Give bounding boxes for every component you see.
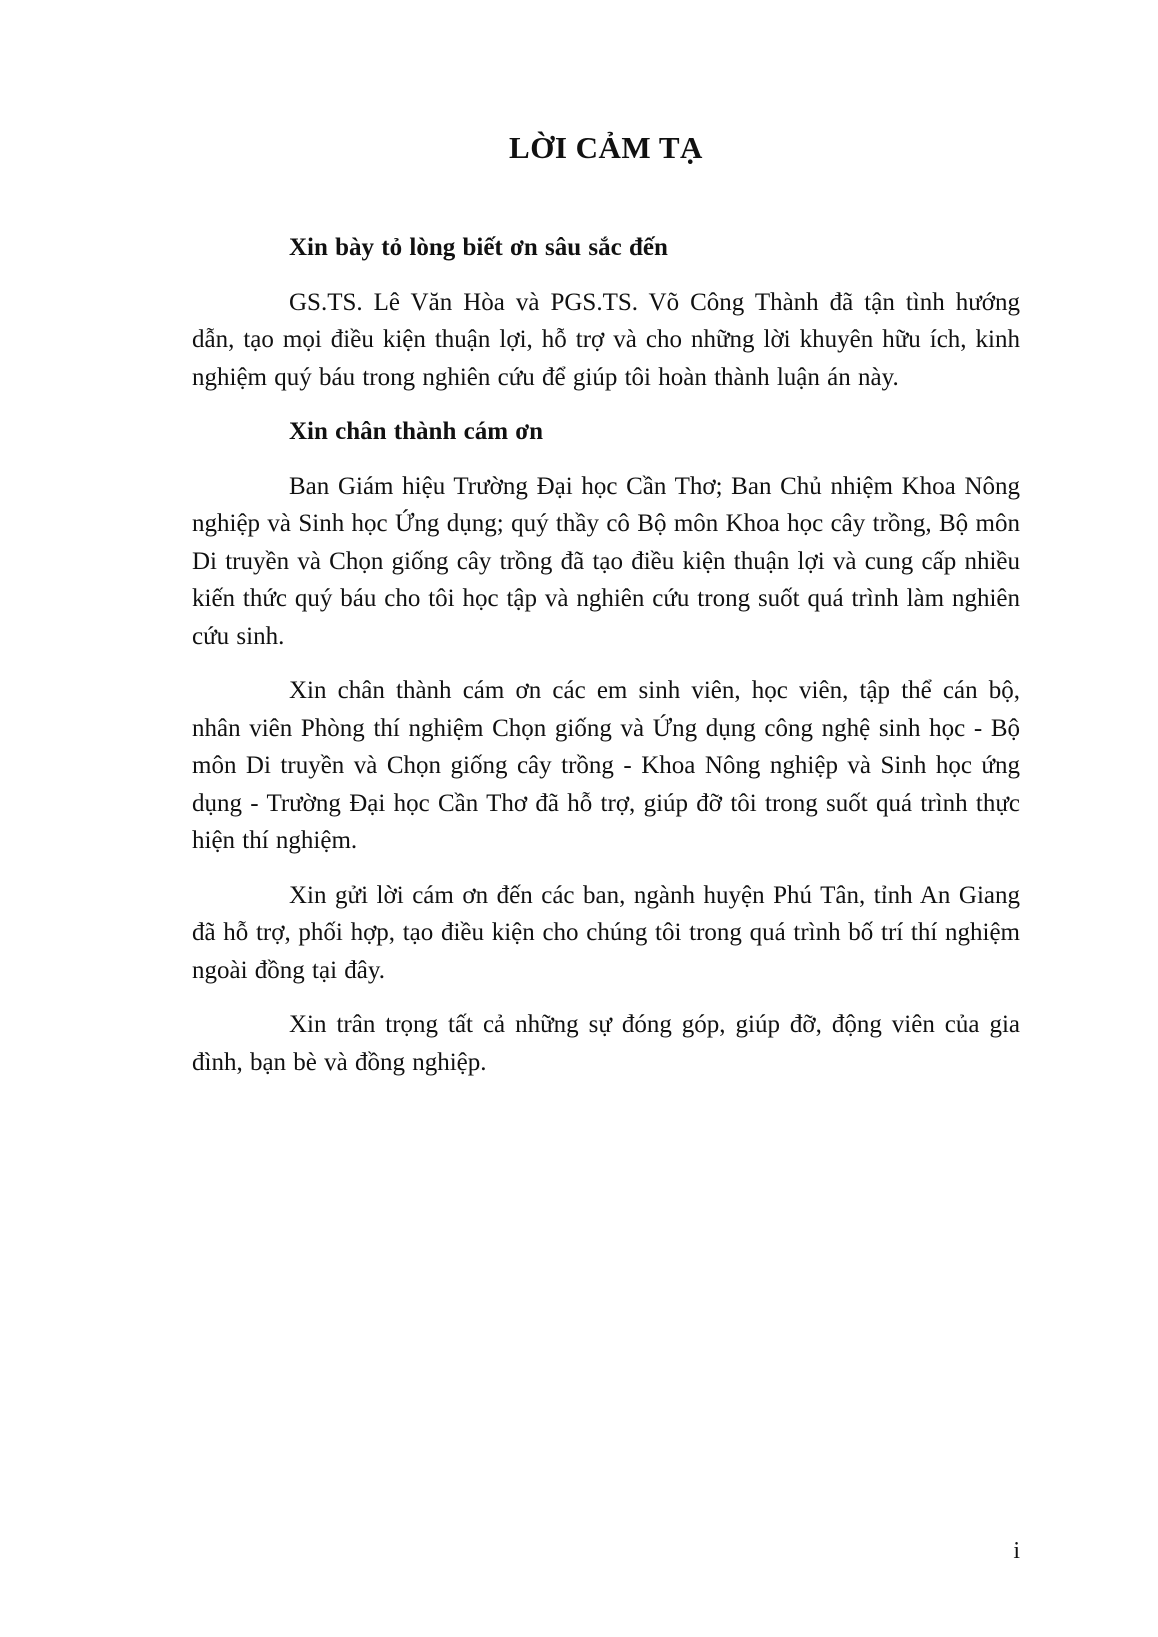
paragraph: GS.TS. Lê Văn Hòa và PGS.TS. Võ Công Thành đã tận tình hướng dẫn, tạo mọi điều kiện thuận lợi, hỗ trợ và cho những lời khuyên hữu ích, kinh nghiệm quý báu trong nghiên cứu để giúp tôi hoàn thành luận án này. bbox=[192, 288, 1020, 391]
paragraph: Xin chân thành cám ơn bbox=[289, 418, 544, 445]
paragraph: Xin trân trọng tất cả những sự đóng góp, giúp đỡ, động viên của gia đình, bạn bè và đồng nghiệp. bbox=[192, 1011, 1020, 1076]
page-title: LỜI CẢM TẠ bbox=[509, 130, 703, 165]
paragraph: Xin chân thành cám ơn các em sinh viên, học viên, tập thể cán bộ, nhân viên Phòng thí nghiệm Chọn giống và Ứng dụng công nghệ sinh học - Bộ môn Di truyền và Chọn giống cây trồng - Khoa Nông nghiệp và Sinh học ứng dụng - Trường Đại học Cần Thơ đã hỗ trợ, giúp đỡ tôi trong suốt quá trình thực hiện thí nghiệm. bbox=[192, 677, 1020, 854]
page-number: i bbox=[1013, 1538, 1020, 1564]
paragraph: Xin bày tỏ lòng biết ơn sâu sắc đến bbox=[289, 234, 668, 261]
page-content bbox=[192, 131, 1020, 1098]
acknowledgements-body bbox=[192, 229, 1020, 1081]
paragraph: Xin gửi lời cám ơn đến các ban, ngành huyện Phú Tân, tỉnh An Giang đã hỗ trợ, phối hợp, tạo điều kiện cho chúng tôi trong quá trình bố trí thí nghiệm ngoài đồng tại đây. bbox=[192, 881, 1020, 984]
paragraph: Ban Giám hiệu Trường Đại học Cần Thơ; Ban Chủ nhiệm Khoa Nông nghiệp và Sinh học Ứng dụng; quý thầy cô Bộ môn Khoa học cây trồng, Bộ môn Di truyền và Chọn giống cây trồng đã tạo điều kiện thuận lợi và cung cấp nhiều kiến thức quý báu cho tôi học tập và nghiên cứu trong suốt quá trình làm nghiên cứu sinh. bbox=[192, 472, 1020, 650]
